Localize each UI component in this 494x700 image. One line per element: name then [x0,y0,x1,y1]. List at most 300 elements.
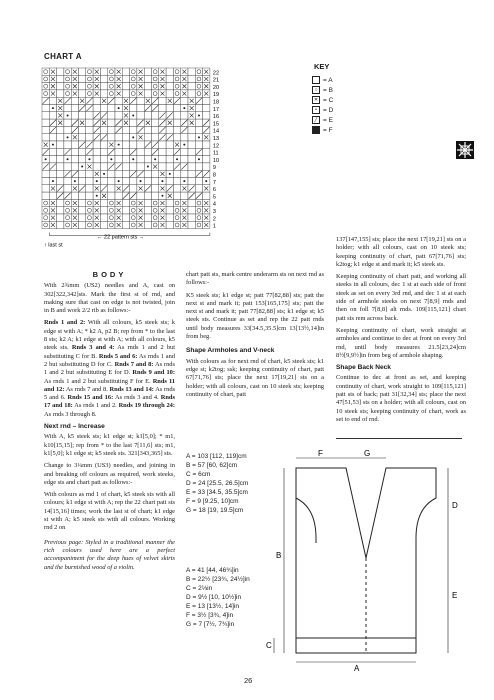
chart-symbol-d [183,180,185,182]
chart-cell [144,75,151,82]
vest-schematic-diagram [266,448,466,672]
chart-cell [137,105,144,112]
chart-cell [86,68,93,75]
chart-cell [108,207,115,214]
chart-cell [42,178,49,185]
chart-cell [159,105,166,112]
chart-symbol-d [103,173,105,175]
chart-cell [57,156,64,163]
chart-symbol-d [118,180,120,182]
chart-cell [86,199,93,206]
chart-cell [64,83,71,90]
chart-cell [195,75,202,82]
measurements-cm: A = 103 [112, 119]cm B = 57 [60, 62]cm C = 6cm D = 24 [25.5, 26.5]cm E = 33 [34.5, 35.5]cm F = 9 [9.25, 10]cm G = 18 [19, 19.5]cm [186,453,249,514]
chart-cell [122,141,129,148]
chart-cell [188,148,195,155]
chart-cell [181,134,188,141]
chart-cell [122,163,129,170]
chart-cell [181,97,188,104]
chart-cell [188,90,195,97]
chart-cell [79,134,86,141]
chart-cell [79,156,86,163]
chart-cell [100,221,107,228]
chart-cell [130,105,137,112]
chart-cell [42,199,49,206]
body-instructions-col2 [186,271,324,403]
chart-cell [115,192,122,199]
chart-cell [188,83,195,90]
chart-cell [86,75,93,82]
chart-cell [188,170,195,177]
chart-cell [57,170,64,177]
last-st-label: ↑ last st [44,242,63,249]
chart-cell [108,112,115,119]
chart-cell [137,148,144,155]
chart-cell [195,141,202,148]
chart-cell [152,214,159,221]
chart-cell [159,163,166,170]
row-number: 12 [212,143,220,150]
chart-cell [108,170,115,177]
chart-cell [137,192,144,199]
rib-rounds-paragraph: Rnds 1 and 2: With all colours, k5 steek sts; k edge st with A; * k2 A, p2 B; rep from * to the last 8 sts; k2 A; k1 edge st with A; with all colours, k5 steek sts. Rnds 3 and 4: As rnds 1 and 2 but substituting C for B. Rnds 5 and 6: As rnds 1 and 2 but substituting D for C. Rnds 7 and 8: As rnds 1 and 2 but substituting E for D. Rnds 9 and 10: As rnds 1 and 2 but substituting F for E. Rnds 11 and 12: As rnds 7 and 8. Rnds 13 and 14: As rnds 5 and 6. Rnds 15 and 16: As rnds 3 and 4. Rnds 17 and 18: As rnds 1 and 2. Rnds 19 through 24: As rnds 3 through 8. [44,319,176,418]
chart-cell [173,199,180,206]
chart-cell [100,156,107,163]
chart-symbol-d [132,114,134,116]
chart-cell [79,170,86,177]
chart-cell [71,105,78,112]
chart-cell [152,68,159,75]
diagonal-square-icon: ╱ [312,116,320,124]
chart-cell [64,199,71,206]
chart-cell [42,112,49,119]
chart-cell [195,178,202,185]
chart-cell [181,192,188,199]
chart-cell [203,156,210,163]
chart-cell [181,156,188,163]
chart-cell [152,90,159,97]
chart-cell [86,83,93,90]
chart-cell [166,126,173,133]
label-f: F [318,449,323,458]
chart-cell [64,105,71,112]
chart-cell [173,221,180,228]
body-instructions-col1 [44,271,175,576]
chart-cell [152,83,159,90]
chart-cell [86,178,93,185]
row-number: 21 [212,77,220,84]
label-d: D [452,501,458,510]
row-number: 10 [212,157,220,164]
row-number: 22 [212,70,220,77]
chart-cell [173,112,180,119]
chart-cell [100,105,107,112]
chart-cell [100,141,107,148]
chart-cell [130,119,137,126]
increase-paragraph: With A, k5 steek sts; k1 edge st; k1[5,0]; * m1, k10[15,15]; rep from * to the last 7[11,6] sts; m1, k1[5,0]; k1 edge st; k5 steek sts. 321[343,365] sts. [44,433,175,457]
chart-cell [122,83,129,90]
chart-cell [181,148,188,155]
chart-cell [108,134,115,141]
chart-cell [64,163,71,170]
chart-cell [166,90,173,97]
chart-cell [152,170,159,177]
chart-cell [159,141,166,148]
chart-cell [42,207,49,214]
chart-symbol-d [110,158,112,160]
key-row-c: ✕ = C [313,96,334,104]
chart-cell [79,83,86,90]
knitting-chart [40,62,240,249]
chart-cell [130,214,137,221]
chart-cell [188,163,195,170]
row-number: 16 [212,114,220,121]
chart-cell [100,163,107,170]
chart-cell [42,126,49,133]
work-straight-paragraph: Keeping continuity of chart, work straight at armholes and continue to dec at front on every 3rd rnd, until body measures 21.5[23,24]cm 8½[9,9½]in from beg of armhole shaping. [336,326,466,359]
chart-symbol-d [183,107,185,109]
chart-cell [86,90,93,97]
chart-cell [144,207,151,214]
chart-cell [64,126,71,133]
label-a: A [354,664,360,673]
chart-cell [130,90,137,97]
chart-symbol-d [81,166,83,168]
chart-cell [144,170,151,177]
chart-cell [188,221,195,228]
chart-cell [188,75,195,82]
chart-symbol-d [198,114,200,116]
chart-cell [195,163,202,170]
chart-cell [159,156,166,163]
chart-cell [42,119,49,126]
chart-cell [144,90,151,97]
chart-cell [195,83,202,90]
body-heading: BODY [92,270,127,279]
chart-cell [42,185,49,192]
chart-cell [108,105,115,112]
chart-cell [93,141,100,148]
chart-symbol-d [132,136,134,138]
chart-symbol-d [183,144,185,146]
row-number: 18 [212,99,220,106]
key-row-a: = A [312,75,333,85]
chart-cell [144,126,151,133]
chart-cell [86,126,93,133]
label-g: G [364,449,371,458]
chart-cell [57,221,64,228]
chart-cell [79,148,86,155]
chart-cell [93,105,100,112]
chart-cell [108,199,115,206]
chart-cell [173,185,180,192]
chart-cell [122,221,129,228]
chart-cell [79,68,86,75]
dec-armhole-paragraph: Keeping continuity of chart patt, and working all steeks in all colours, dec 1 st at each side of front steek as set on every 3rd rnd, and dec 1 st at each side of armhole steeks on next 7[8,9] rnds and then on foll 7[8,8] alt rnds. 109[115,121] chart patt sts rem across back. [336,273,466,322]
chart-cell [79,192,86,199]
chart-cell [42,214,49,221]
chart-symbol-d [96,180,98,182]
chart-cell [144,221,151,228]
chart-cell [188,156,195,163]
row-number: 14 [212,128,220,135]
row-number: 15 [212,121,220,128]
chart-cell [166,163,173,170]
chart-cell [86,119,93,126]
chart-cell [166,156,173,163]
chart-cell [166,105,173,112]
chart-cell [71,112,78,119]
shape-back-neck-heading: Shape Back Neck [336,364,391,372]
chart-cell [152,192,159,199]
chart-cell [86,185,93,192]
armhole-vneck-paragraph: With colours as for next rnd of chart, k5 steek sts; k1 edge st; k2tog; ssk; keeping continuity of chart, patt 67[71,76] sts; place the next 17[19,21] sts on a holder; with all colours, cast on 10 steek sts; keeping continuity of chart, patt [186,357,324,398]
next-round-heading: Next rnd – Increase [44,423,105,431]
chart-cell [49,134,56,141]
chart-cell [159,97,166,104]
chart-cell [130,185,137,192]
chart-cell [93,156,100,163]
chart-cell [79,207,86,214]
measurements-in: A = 41 [44, 46¾]in B = 22½ [23¾, 24½]in C = 2⅓in D = 9½ [10, 10½]in E = 13 [13½, 14]in F = 3½ [3¾, 4]in G = 7 [7½, 7¾]in [186,567,250,628]
page-number: 26 [244,676,253,685]
chart-symbol-d [147,166,149,168]
chart-cell [86,207,93,214]
chart-cell [188,207,195,214]
chart-cell [79,75,86,82]
chart-symbol-d [45,158,47,160]
chart-cell [166,199,173,206]
chart-cell [108,83,115,90]
row-number: 9 [212,165,216,172]
chart-cell [195,126,202,133]
chart-cell [79,90,86,97]
chart-cell [57,75,64,82]
key-row-f: = F [312,125,333,135]
chart-cell [144,148,151,155]
chart-cell [100,75,107,82]
chart-cell [64,90,71,97]
patt-body-paragraph: K5 steek sts; k1 edge st; patt 77[82,88] sts; patt the next st and mark it; patt 153[165,175] sts; patt the next st and mark it; patt 77[82,88] sts; k1 edge st; k5 steek sts. Continue as set and rep the 22 patt rnds until body measures 33[34.5,35.5]cm 13[13½,14]in from beg. [186,291,324,341]
chart-cell [122,156,129,163]
chart-cell [115,97,122,104]
chart-cell [86,221,93,228]
chart-cell [195,214,202,221]
filled-square-icon [312,126,320,134]
row-number: 4 [212,201,216,208]
mark-underarm-paragraph: chart patt sts, mark centre underarm sts on next rnd as follows:- [186,271,324,287]
chart-cell [122,199,129,206]
chart-cell [203,192,210,199]
chart-cell [195,90,202,97]
cross-square-icon: ✕ [313,97,319,103]
chart-cell [152,112,159,119]
chart-cell [122,126,129,133]
chart-symbol-d [161,180,163,182]
blank-square-icon [312,76,320,84]
chart-cell [108,185,115,192]
chart-cell [122,90,129,97]
chart-cell [108,90,115,97]
chart-cell [130,68,137,75]
row-number: 5 [212,194,216,201]
chart-cell [86,214,93,221]
chart-cell [42,221,49,228]
chart-cell [152,119,159,126]
chart-symbol-d [118,107,120,109]
chart-cell [188,68,195,75]
chart-cell [64,214,71,221]
chart-cell [173,207,180,214]
chart-cell [71,163,78,170]
chart-cell [57,126,64,133]
row-number: 6 [212,187,216,194]
chart-cell [130,75,137,82]
chart-cell [166,83,173,90]
chart-cell [152,221,159,228]
chart-cell [86,134,93,141]
chart-cell [137,156,144,163]
chart-cell [173,83,180,90]
chart-symbol-d [67,114,69,116]
chart-cell [49,97,56,104]
chart-cell [108,68,115,75]
chart-symbol-d [198,158,200,160]
chart-cell [71,192,78,199]
chart-symbol-d [154,158,156,160]
shape-armholes-heading: Shape Armholes and V-neck [186,347,275,355]
chart-cell [79,126,86,133]
chart-cell [71,141,78,148]
chart-cell [195,207,202,214]
chart-cell [195,105,202,112]
chart-cell [130,126,137,133]
row-number: 19 [212,92,220,99]
chart-symbol-d [96,195,98,197]
chart-symbol-d [74,180,76,182]
chart-cell [42,75,49,82]
chart-cell [144,112,151,119]
chart-cell [166,68,173,75]
key-row-e: ╱ = E [312,115,333,125]
chart-cell [130,207,137,214]
chart-symbol-d [176,158,178,160]
chart-cell [42,68,49,75]
key-row-d: • = D [312,105,333,115]
chart-cell [122,75,129,82]
chart-cell [115,112,122,119]
chart-cell [166,207,173,214]
row-number: 3 [212,209,216,215]
chart-cell [64,141,71,148]
row-number: 1 [212,223,216,230]
chart-cell [71,156,78,163]
chart-cell [93,97,100,104]
chart-cell [100,68,107,75]
chart-cell [64,185,71,192]
chart-cell [57,199,64,206]
chart-cell [64,75,71,82]
chart-cell [130,199,137,206]
photo-caption: Previous page: Styled in a traditional manner the rich colours used here are a perfect accompaniment for the deep hues of velvet skirts and the burnished wood of a violin. [44,538,175,571]
chart-cell [166,141,173,148]
chart-cell [57,68,64,75]
back-neck-paragraph: Continue to dec at front as set, and keeping continuity of chart, work straight to 109[115,121] patt sts of back; patt 31[32,34] sts; place the next 47[51,53] sts on a holder; with all colours, cast on 10 steek sts; keeping continuity of chart, work as set to end of rnd. [336,374,466,423]
chart-cell [173,119,180,126]
row-number: 17 [212,106,220,113]
chart-cell [203,112,210,119]
circle-square-icon: ○ [312,86,320,94]
chart-cell [159,148,166,155]
chart-cell [49,170,56,177]
chart-cell [71,148,78,155]
chart-cell [79,214,86,221]
dot-square-icon: • [312,106,320,114]
chart-cell [42,90,49,97]
chart-cell [137,141,144,148]
chart-cell [173,105,180,112]
chart-symbol-d [52,180,54,182]
label-b: B [276,551,282,560]
chart-cell [188,199,195,206]
chart-cell [173,126,180,133]
chart-cell [144,83,151,90]
chart-cell [173,134,180,141]
chart-cell [188,126,195,133]
chart-grid [42,68,210,229]
chart-cell [173,90,180,97]
chart-cell [144,156,151,163]
chart-cell [49,156,56,163]
chart-cell [115,148,122,155]
chart-cell [166,214,173,221]
row-number: 11 [212,150,219,157]
chart-cell [137,163,144,170]
chart-cell [188,134,195,141]
chart-symbol-d [52,107,54,109]
chart-cell [115,156,122,163]
chart-cell [79,199,86,206]
chart-cell [115,170,122,177]
chart-cell [152,199,159,206]
key-row-b: ○ = B [312,85,333,95]
chart-cell [108,178,115,185]
chart-cell [144,178,151,185]
chart-cell [130,163,137,170]
chart-cell [100,148,107,155]
chart-cell [57,207,64,214]
body-instructions-col3 [336,236,466,428]
chart-cell [42,83,49,90]
chart-cell [108,126,115,133]
chart-cell [144,134,151,141]
chart-cell [188,178,195,185]
chart-cell [100,90,107,97]
chart-colours-paragraph: With colours as rnd 1 of chart, k5 steek sts with all colours; k1 edge st with A; rep the 22 chart patt sts 14[15,16] times; work the last st of chart; k1 edge st with A; k5 steek sts with all colours. Working rnd 2 on [44,491,175,532]
chart-symbol-d [52,144,54,146]
chart-cell [166,75,173,82]
chart-cell [203,97,210,104]
chart-cell [108,214,115,221]
chart-cell [64,119,71,126]
chart-cell [195,221,202,228]
chart-symbol-d [140,180,142,182]
chart-symbol-d [161,195,163,197]
chart-cell [79,112,86,119]
chart-cell [93,148,100,155]
chart-cell [122,178,129,185]
chart-cell [71,97,78,104]
